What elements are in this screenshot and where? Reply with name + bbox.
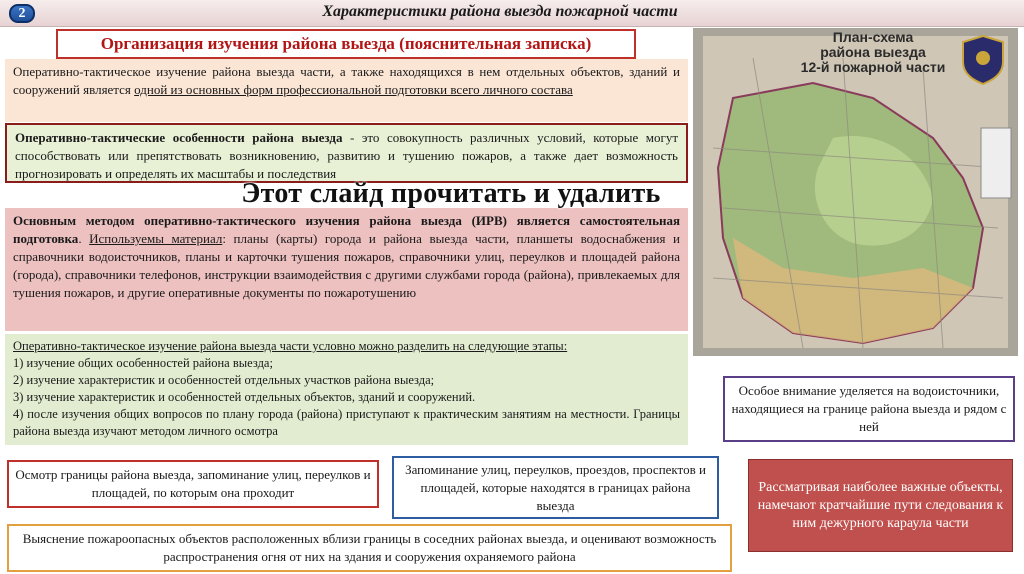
stages-intro: Оперативно-тактическое изучение района выезда части условно можно разделить на следующие этапы: bbox=[13, 339, 568, 353]
materials-text: : планы (карты) города и района выезда части, планшеты водоснабжения и справочники водоисточников, планы и карточки тушения пожаров, справочники улиц, переулков и площадей района (города), справочники телефонов, инструкции взаимодействия с другими службами города (района), привлекаемых для тушения пожаров, и другие оперативные документы по пожаротушению bbox=[13, 231, 680, 300]
stage-item: 1) изучение общих особенностей района выезда; bbox=[13, 356, 273, 370]
definition-text: - это совокупность различных условий, которые могут способствовать или препятствовать возникновению, развитию и тушению пожаров, а также дает возможность прогнозировать и определять их масштабы и последствия bbox=[15, 130, 678, 181]
intro-text: Оперативно-тактическое изучение района выезда части, а также находящихся в нем отдельных объектов, зданий и сооружений является bbox=[13, 64, 680, 97]
fire-hazard-text: Выяснение пожароопасных объектов расположенных вблизи границы в соседних районах выезда, и оценивают возможность распространения огня от них на здания и сооружения охраняемого района bbox=[22, 531, 717, 564]
district-map-image bbox=[693, 28, 1018, 356]
definition-term: Оперативно-тактические особенности района выезда bbox=[15, 130, 343, 145]
border-inspection-box bbox=[7, 460, 379, 508]
stage-item: 2) изучение характеристик и особенностей отдельных участков района выезда; bbox=[13, 373, 435, 387]
important-objects-box bbox=[748, 459, 1013, 552]
memorize-streets-text: Запоминание улиц, переулков, проездов, проспектов и площадей, которые находятся в границах района выезда bbox=[405, 461, 706, 513]
overlay-note: Этот слайд прочитать и удалить bbox=[241, 178, 661, 209]
stage-item: 4) после изучения общих вопросов по плану города (района) приступают к практическим занятиям на местности. Границы района выезда изучают методом личного осмотра bbox=[13, 407, 680, 438]
water-sources-box bbox=[723, 376, 1015, 442]
materials-label: Используемы материал bbox=[89, 231, 223, 246]
method-lead: Основным методом оперативно-тактического изучения района выезда (ИРВ) является самостоятельная подготовка bbox=[13, 213, 680, 246]
method-dot: . bbox=[78, 231, 90, 246]
map-title-line: 12-й пожарной части bbox=[800, 59, 946, 75]
slide-number-badge: 2 bbox=[9, 4, 35, 23]
intro-emphasis: одной из основных форм профессиональной подготовки всего личного состава bbox=[134, 82, 573, 97]
map-title bbox=[773, 30, 973, 75]
map-title-line: района выезда bbox=[820, 44, 926, 60]
water-sources-text: Особое внимание уделяется на водоисточники, находящиеся на границе района выезда и рядом с ней bbox=[731, 383, 1007, 434]
slide-title: Характеристики района выезда пожарной части bbox=[322, 3, 678, 20]
map-title-line: План-схема bbox=[832, 29, 914, 45]
definition-paragraph bbox=[5, 123, 688, 183]
important-objects-text: Рассматривая наиболее важные объекты, намечают кратчайшие пути следования к ним дежурного караула части bbox=[757, 479, 1004, 531]
border-inspection-text: Осмотр границы района выезда, запоминание улиц, переулков и площадей, по которым она проходит bbox=[15, 467, 371, 500]
stage-item: 3) изучение характеристик и особенностей отдельных объектов, зданий и сооружений. bbox=[13, 390, 476, 404]
method-paragraph bbox=[5, 208, 688, 331]
stages-paragraph bbox=[5, 334, 688, 445]
memorize-streets-box bbox=[392, 456, 719, 519]
section-subtitle: Организация изучения района выезда (пояснительная записка) bbox=[56, 29, 636, 59]
intro-paragraph bbox=[5, 59, 688, 122]
fire-hazard-box bbox=[7, 524, 732, 572]
